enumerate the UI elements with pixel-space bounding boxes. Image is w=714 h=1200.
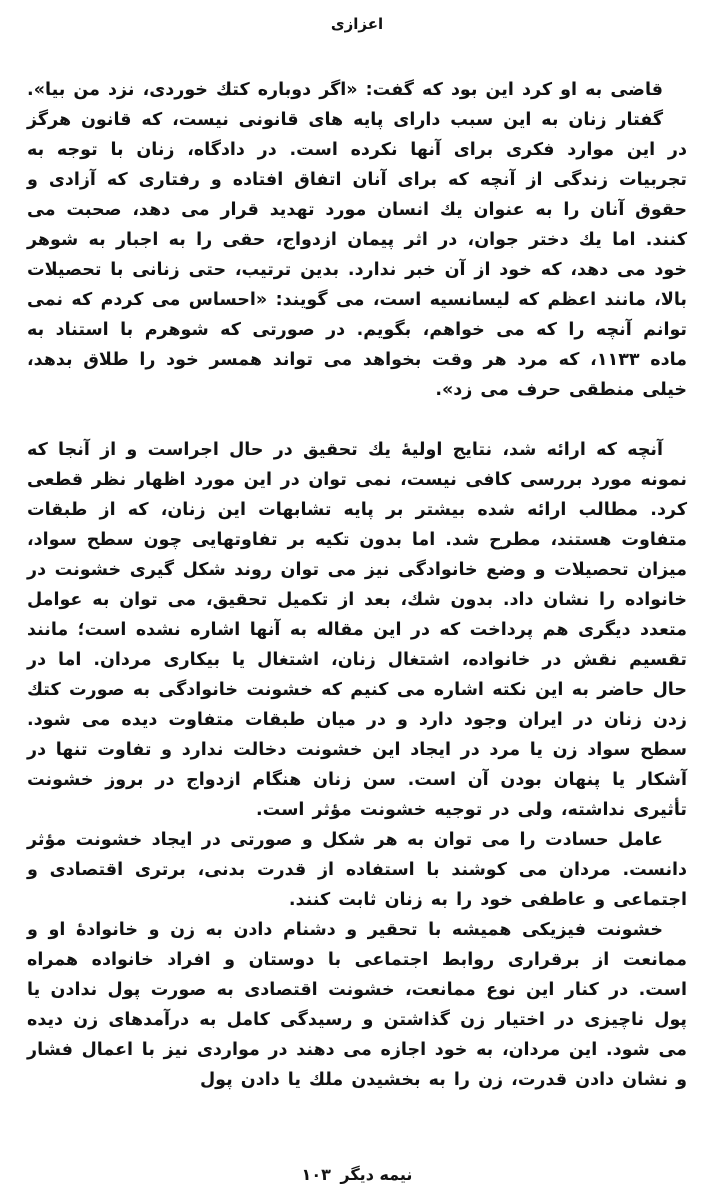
page-footer	[0, 1165, 714, 1184]
journal-title: نیمه دیگر	[340, 1165, 413, 1184]
paragraph-quote-end: قاضی به او کرد این بود که گفت: «اگر دوباره کتك خوردی، نزد من بیا».	[27, 80, 663, 100]
paragraph-research-findings: آنچه که ارائه شد، نتایج اولیهٔ یك تحقیق در حال اجراست و از آنجا که نمونه مورد بررسی کافی نیست، نمی توان در این مورد اظهار نظر قطعی کرد. مطالب ارائه شده بیشتر بر پایه تشابهات این زنان، که از طبقات متفاوت هستند، مطرح شد. اما بدون تکیه بر تفاوتهایی چون سطح سواد، میزان تحصیلات و وضع خانوادگی نیز می توان روند شکل گیری خشونت در خانواده را نشان داد. بدون شك، بعد از تکمیل تحقیق، می توان به عوامل متعدد دیگری هم پرداخت که در این مقاله به آنها اشاره نشده است؛ مانند تقسیم نقش در خانواده، اشتغال زنان، اشتغال یا بیکاری مردان. اما در حال حاضر به این نکته اشاره می کنیم که خشونت خانوادگی به صورت کتك زدن زنان در ایران وجود دارد و در میان طبقات متفاوت دیده می شود. سطح سواد زن یا مرد در ایجاد این خشونت دخالت ندارد و تفاوت تنها در آشکار یا پنهان بودن آن است. سن زنان هنگام ازدواج در بروز خشونت تأثیری نداشته، ولی در توجیه خشونت مؤثر است.	[27, 440, 687, 820]
paragraph-physical-violence: خشونت فیزیکی همیشه با تحقیر و دشنام دادن به زن و خانوادهٔ او و ممانعت از برقراری روابط اجتماعی با دوستان و افراد خانواده همراه است. در کنار این نوع ممانعت، خشونت اقتصادی به صورت پول ندادن یا پول ناچیزی در اختیار زن گذاشتن و رسیدگی کامل به درآمدهای زن دیده می شود. این مردان، به خود اجازه می دهند در مواردی نیز با اعمال فشار و نشان دادن قدرت، زن را به بخشیدن ملك یا دادن پول	[27, 920, 687, 1090]
paragraph-court-testimony: گفتار زنان به این سبب دارای پایه های قانونی نیست، که قانون هرگز در این موارد فکری برای آنها نکرده است. در دادگاه، زنان با توجه به تجربیات زندگی از آنچه که برای آنان اتفاق افتاده و رفتاری که آزادی و حقوق آنان را به عنوان یك انسان مورد تهدید قرار می دهد، صحبت می کنند. اما یك دختر جوان، در اثر پیمان ازدواج، حقی را به اجبار به شوهر خود می دهد، که خود از آن خبر ندارد. بدین ترتیب، حتی زنانی با تحصیلات بالا، مانند اعظم که لیسانسیه است، می گویند: «احساس می کردم که نمی توانم آنچه را که می خواهم، بگویم. در صورتی که شوهرم با استناد به ماده ۱۱۳۳، که مرد هر وقت بخواهد می تواند همسر خود را طلاق بدهد، خیلی منطقی حرف می زد».	[27, 110, 688, 400]
author-name: اعزازی	[330, 15, 384, 33]
article-body	[0, 75, 714, 1095]
paragraph-jealousy-factor: عامل حسادت را می توان به هر شکل و صورتی در ایجاد خشونت مؤثر دانست. مردان می کوشند با استفاده از قدرت بدنی، برتری اقتصادی و اجتماعی و عاطفی خود را به زنان ثابت کنند.	[27, 830, 687, 910]
running-head	[0, 0, 714, 33]
page-number: ۱۰۳	[301, 1165, 331, 1184]
